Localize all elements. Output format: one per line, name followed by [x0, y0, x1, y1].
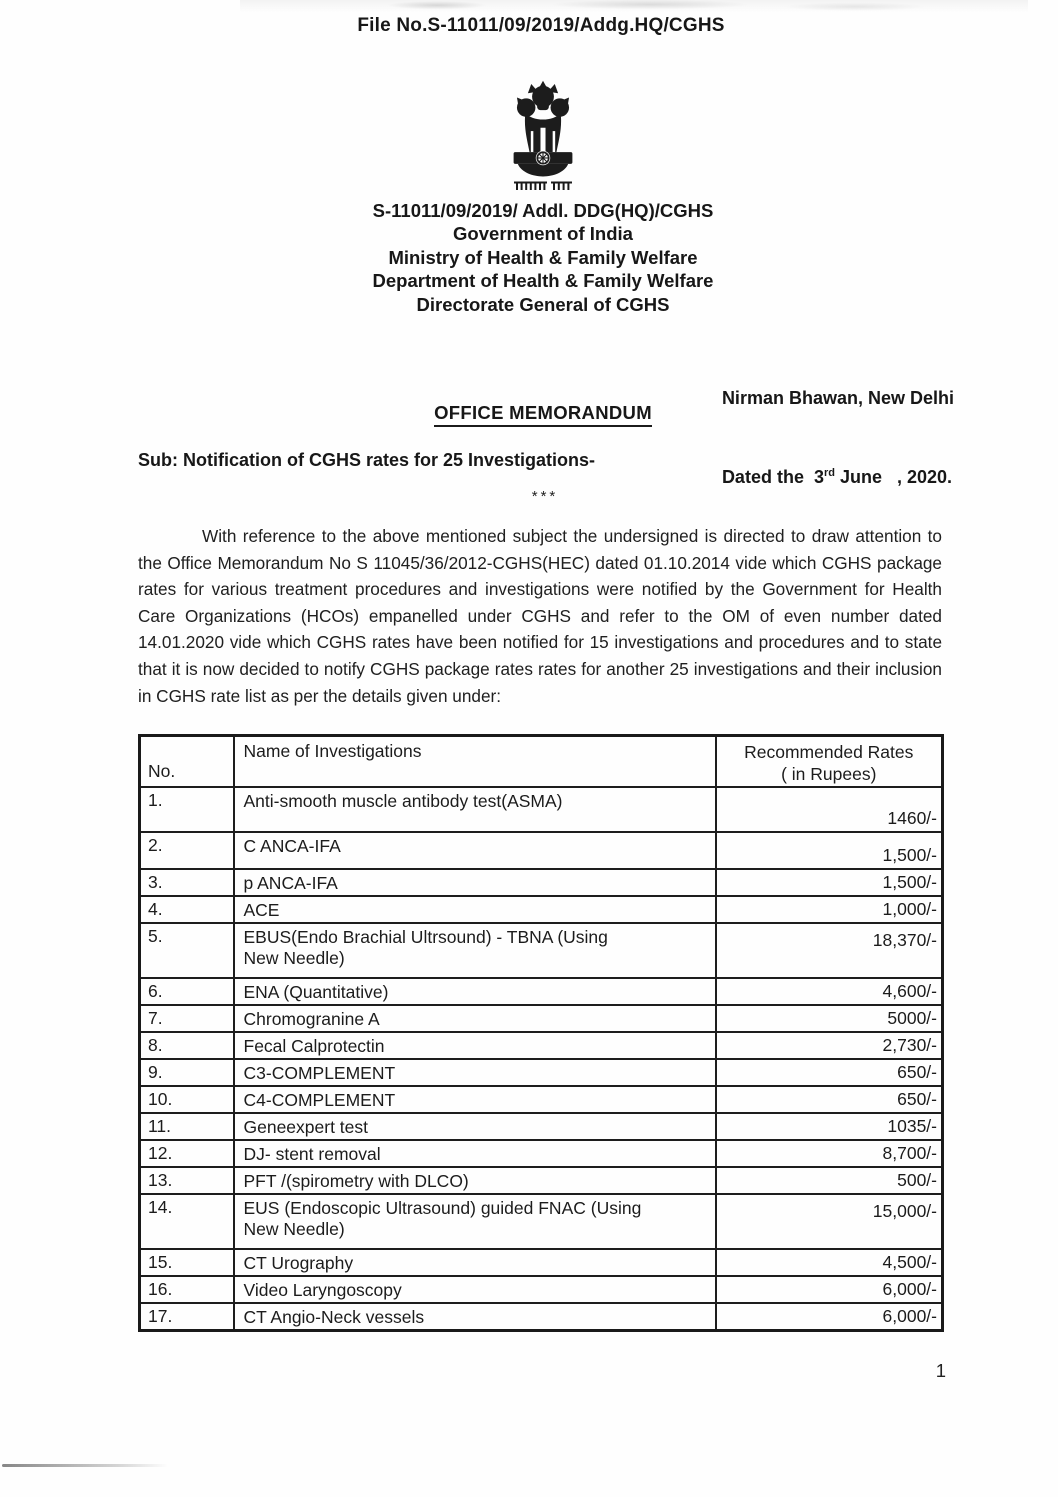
row-rate-cell: 18,370/- [716, 923, 943, 978]
letterhead-department: Department of Health & Family Welfare [372, 270, 714, 291]
table-row [140, 1005, 943, 1032]
row-name-cell: EBUS(Endo Brachial Ultrsound) - TBNA (Using New Needle) [234, 923, 716, 978]
table-row [140, 1086, 943, 1113]
investigation-rates-table [138, 734, 944, 1332]
row-name-cell: Geneexpert test [234, 1113, 716, 1140]
row-name-cell: Chromogranine A [234, 1005, 716, 1032]
table-row [140, 1032, 943, 1059]
ashoka-emblem-icon [501, 79, 585, 179]
row-name-cell: Video Laryngoscopy [234, 1276, 716, 1303]
row-no-cell: 7. [140, 1005, 234, 1032]
row-no-cell: 1. [140, 787, 234, 832]
row-name-cell: C3-COMPLEMENT [234, 1059, 716, 1086]
table-row [140, 923, 943, 978]
row-name-cell: PFT /(spirometry with DLCO) [234, 1167, 716, 1194]
row-name-cell: CT Angio-Neck vessels [234, 1303, 716, 1330]
letterhead-govt: Government of India [453, 223, 633, 244]
body-paragraph: With reference to the above mentioned subject the undersigned is directed to draw attention to the Office Memorandum No S 11045/36/2012-CGHS(HEC) dated 01.10.2014 vide which CGHS package rates for various treatment procedures and investigations were notified by the Government for Health Care Organizations (HCOs) empanelled under CGHS and refer to the OM of even number dated 14.01.2020 vide which CGHS rates have been notified for 15 investigations and procedures and to state that it is now decided to notify CGHS package rates rates for another 25 investigations and their inclusion in CGHS rate list as per the details given under: [138, 526, 942, 706]
date-line: Dated the 3rd June , 2020. [721, 467, 953, 487]
row-no-cell: 5. [140, 923, 234, 978]
row-rate-cell: 1,500/- [716, 832, 943, 869]
separator-stars: *** [531, 488, 559, 505]
page-number: 1 [935, 1360, 946, 1381]
date-ordinal: rd [823, 467, 835, 479]
row-no-cell: 15. [140, 1249, 234, 1276]
row-no-cell: 14. [140, 1194, 234, 1249]
header-name: Name of Investigations [234, 736, 716, 788]
row-rate-cell: 1460/- [716, 787, 943, 832]
file-number: File No.S-11011/09/2019/Addg.HQ/CGHS [357, 15, 725, 36]
row-rate-cell: 4,500/- [716, 1249, 943, 1276]
table-header [140, 736, 943, 788]
row-no-cell: 16. [140, 1276, 234, 1303]
row-rate-cell: 6,000/- [716, 1276, 943, 1303]
row-name-cell: ENA (Quantitative) [234, 978, 716, 1005]
row-rate-cell: 1,500/- [716, 869, 943, 896]
row-rate-cell: 15,000/- [716, 1194, 943, 1249]
reference-number: S-11011/09/2019/ Addl. DDG(HQ)/CGHS [372, 200, 714, 221]
row-rate-cell: 1,000/- [716, 896, 943, 923]
row-rate-cell: 6,000/- [716, 1303, 943, 1330]
row-no-cell: 10. [140, 1086, 234, 1113]
emblem-block [14, 79, 1058, 192]
scan-noise-bottom-line [2, 1464, 168, 1467]
row-no-cell: 12. [140, 1140, 234, 1167]
memo-heading-row [14, 402, 1058, 427]
row-name-cell: C4-COMPLEMENT [234, 1086, 716, 1113]
row-no-cell: 3. [140, 869, 234, 896]
row-name-cell: DJ- stent removal [234, 1140, 716, 1167]
row-rate-cell: 500/- [716, 1167, 943, 1194]
table-row [140, 1194, 943, 1249]
investigations-table-body [140, 787, 943, 1330]
row-rate-cell: 8,700/- [716, 1140, 943, 1167]
row-no-cell: 2. [140, 832, 234, 869]
row-no-cell: 9. [140, 1059, 234, 1086]
place-date-block [722, 336, 954, 540]
header-rate: Recommended Rates ( in Rupees) [716, 736, 943, 788]
subject-line: Sub: Notification of CGHS rates for 25 Investigations- [138, 450, 596, 470]
table-row [140, 1140, 943, 1167]
row-no-cell: 4. [140, 896, 234, 923]
row-rate-cell: 2,730/- [716, 1032, 943, 1059]
row-rate-cell: 1035/- [716, 1113, 943, 1140]
letterhead-directorate: Directorate General of CGHS [416, 293, 670, 315]
row-no-cell: 6. [140, 978, 234, 1005]
table-row [140, 1303, 943, 1330]
table-row [140, 978, 943, 1005]
row-no-cell: 11. [140, 1113, 234, 1140]
row-name-cell: p ANCA-IFA [234, 869, 716, 896]
row-name-cell: C ANCA-IFA [234, 832, 716, 869]
row-no-cell: 13. [140, 1167, 234, 1194]
header-no: No. [140, 736, 234, 788]
row-name-cell: Fecal Calprotectin [234, 1032, 716, 1059]
table-row [140, 832, 943, 869]
row-no-cell: 8. [140, 1032, 234, 1059]
row-rate-cell: 4,600/- [716, 978, 943, 1005]
row-rate-cell: 650/- [716, 1059, 943, 1086]
memo-heading: OFFICE MEMORANDUM [434, 402, 652, 427]
row-name-cell: ACE [234, 896, 716, 923]
row-rate-cell: 650/- [716, 1086, 943, 1113]
header-row [140, 736, 943, 788]
satyameva-jayate-motto-icon [512, 181, 574, 192]
row-name-cell: CT Urography [234, 1249, 716, 1276]
table-row [140, 1276, 943, 1303]
table-row [140, 896, 943, 923]
row-rate-cell: 5000/- [716, 1005, 943, 1032]
row-name-cell: EUS (Endoscopic Ultrasound) guided FNAC (Using New Needle) [234, 1194, 716, 1249]
table-row [140, 1167, 943, 1194]
row-name-cell: Anti-smooth muscle antibody test(ASMA) [234, 787, 716, 832]
table-row [140, 1113, 943, 1140]
row-no-cell: 17. [140, 1303, 234, 1330]
table-row [140, 1059, 943, 1086]
table-row [140, 869, 943, 896]
letterhead-ministry: Ministry of Health & Family Welfare [388, 246, 698, 268]
table-row [140, 1249, 943, 1276]
table-row [140, 787, 943, 832]
place-line: Nirman Bhawan, New Delhi [721, 388, 954, 408]
